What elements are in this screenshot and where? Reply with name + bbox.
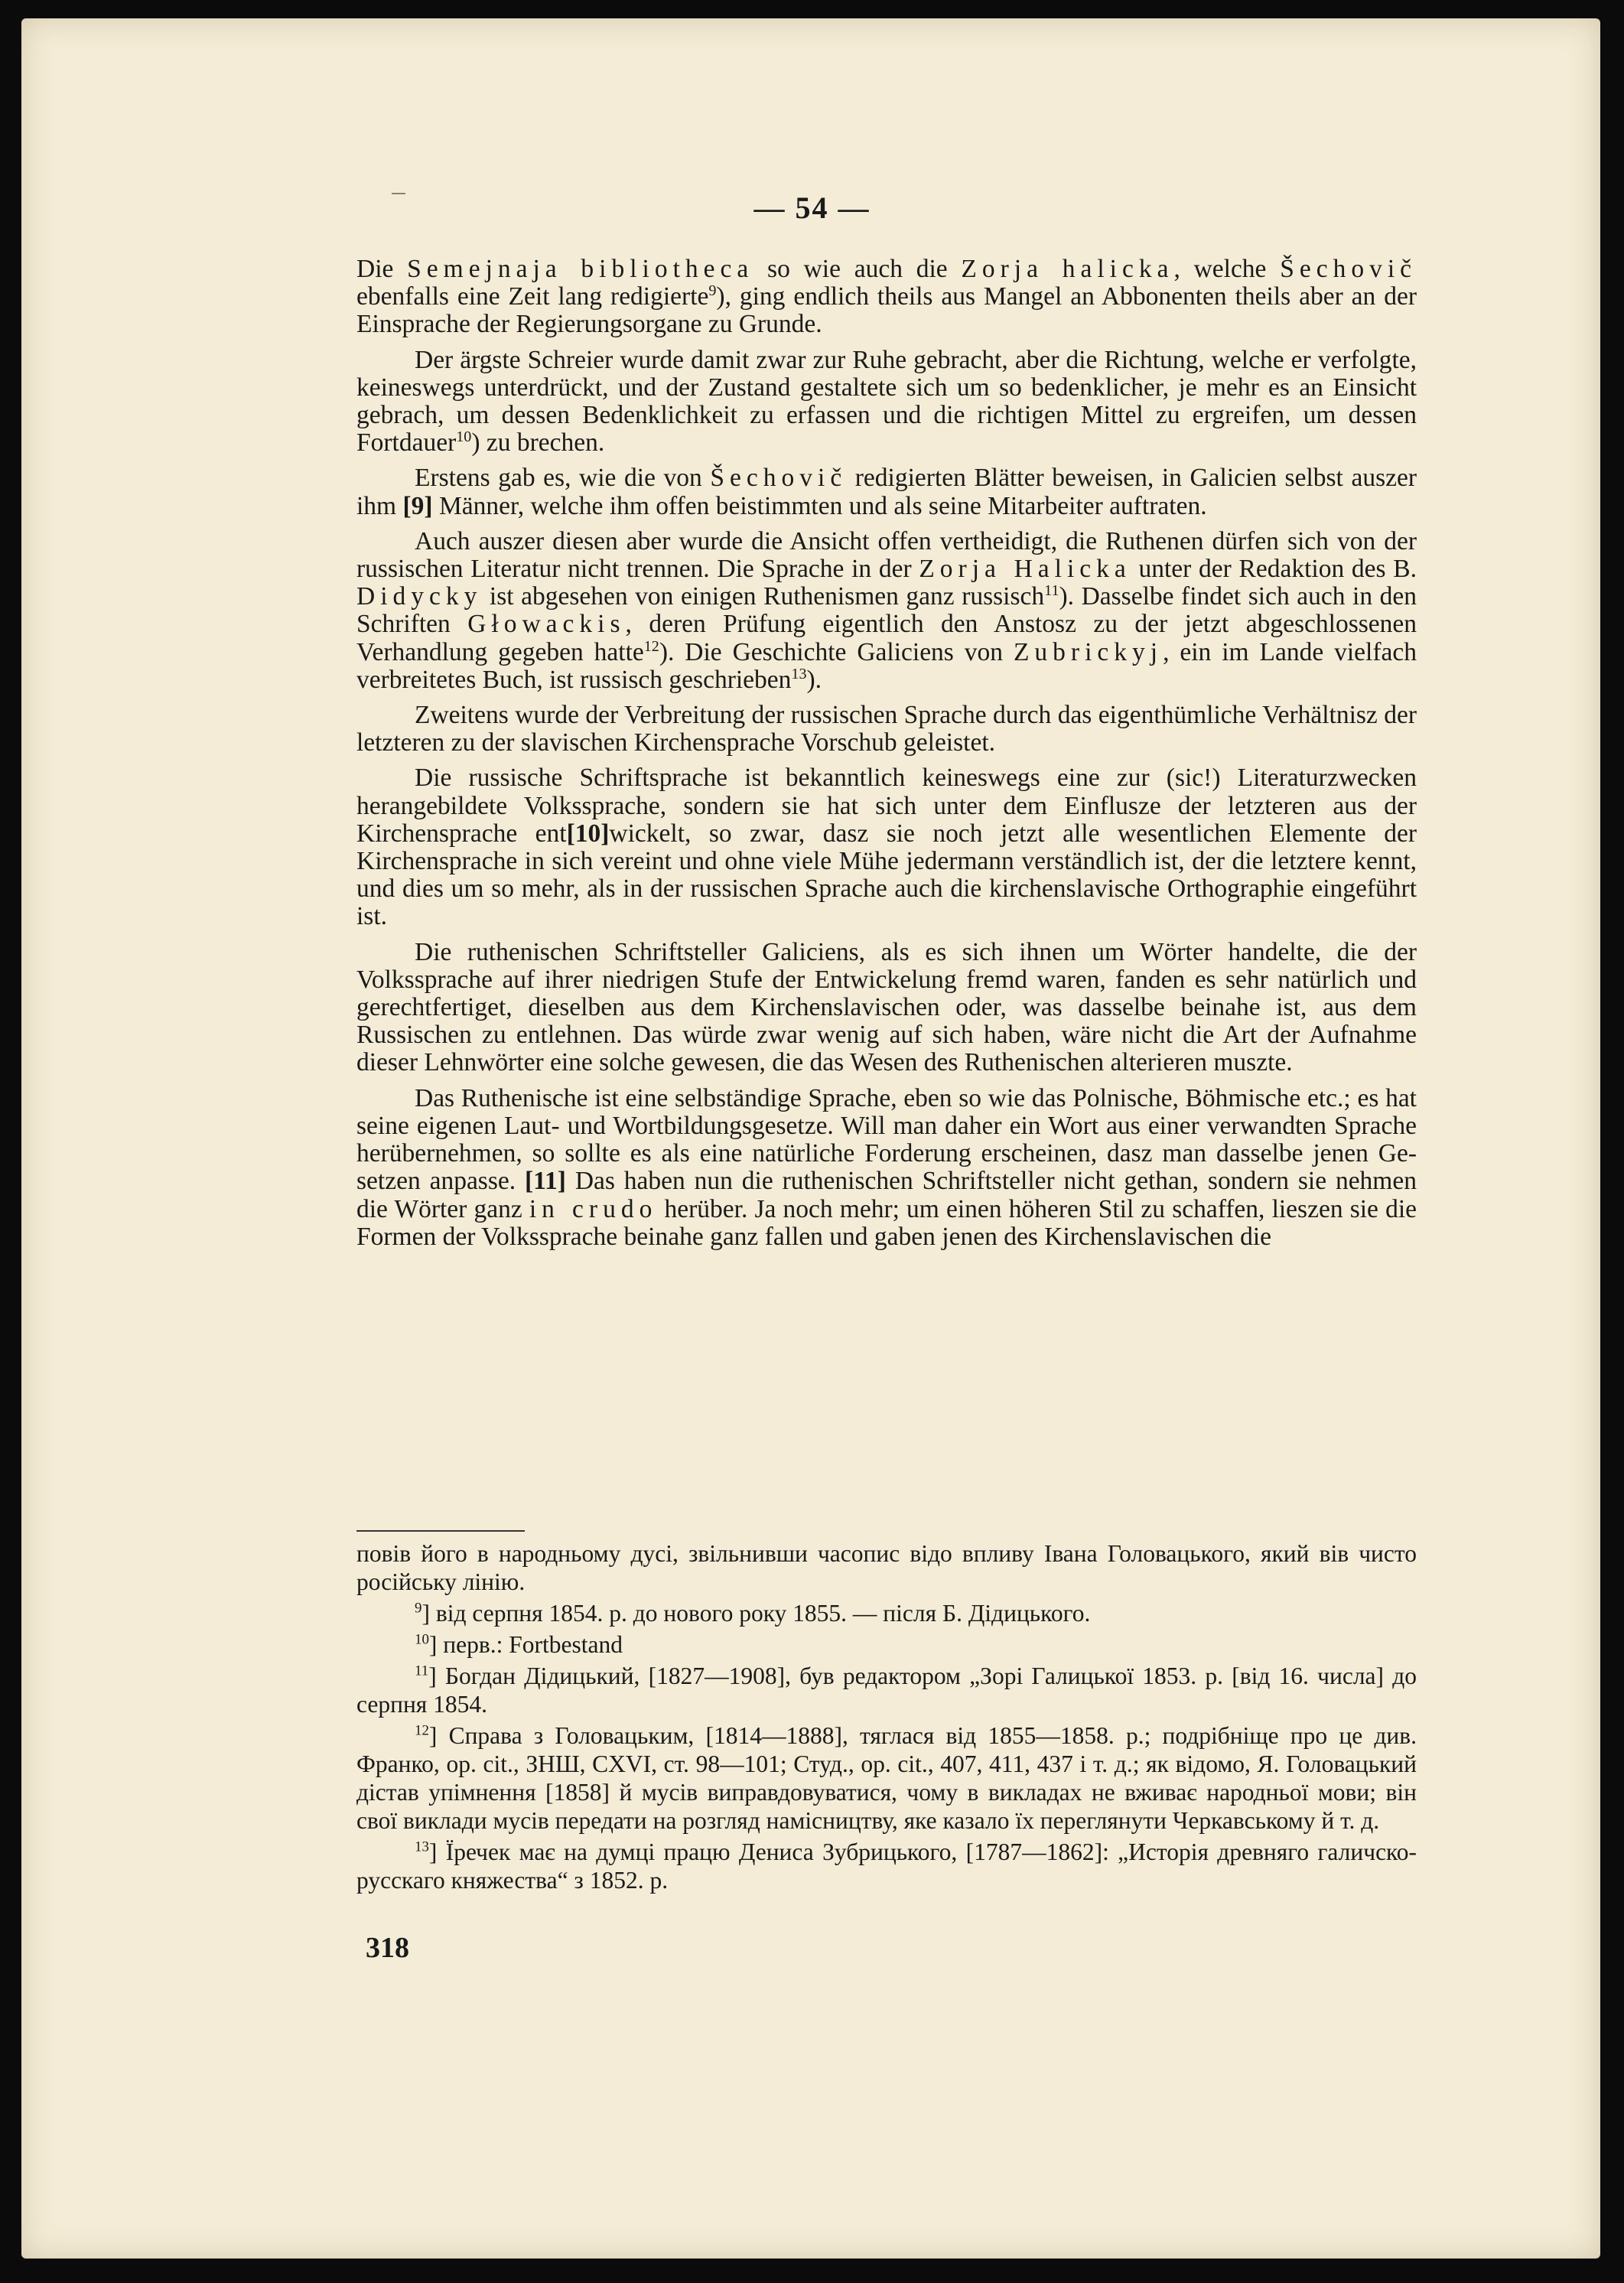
footnote-13: $^{13}$] Їречек має на думці працю Дениса Зубрицького, [1787—1862]: „Исторія древняго галичско-русскаго княжества“ з 1852. р. [356, 1838, 1417, 1894]
footnote-9: $^9$] від серпня 1854. р. до нового року 1855. — після Б. Дідицького. [415, 1600, 1091, 1627]
original-page-marker: [11] [525, 1167, 566, 1196]
paragraph-5: Zweitens wurde der Verbreitung der russischen Sprache durch das eigenthümliche Verhältnisz der letzteren zu der slavischen Kirchensprache Vorschub geleistet. [356, 701, 1417, 757]
spaced-name: Głowackis [467, 610, 626, 639]
footnote-ref: 13 [791, 665, 807, 682]
spaced-name: Zubrickyj [1013, 637, 1163, 666]
paragraph-6: Die russische Schriftsprache ist bekanntlich keineswegs eine zur (sic!) Literaturzwecken herangebildete Volkssprache, sondern sie hat sich unter dem Einflusze der letzteren aus der Kirchensprache ent[10]wickelt, so zwar, dasz sie noch jetzt alle wesentlichen Elemente der Kirchensprache in sich vereint und ohne viele Mühe jedermann verständlich ist, der die letztere kennt, und dies um so mehr, als in der russischen Sprache auch die kirchenslavische Orthographie eingeführt ist. [356, 764, 1417, 931]
spaced-name: Šechovič [710, 464, 848, 493]
paragraph-2: Der ärgste Schreier wurde damit zwar zur Ruhe gebracht, aber die Richtung, welche er verfolgte, keineswegs unterdrückt, und der Zustand gestaltete sich um so bedenklicher, je mehr es an Einsicht gebrach, um dessen Bedenklichkeit zu erfassen und die richtigen Mittel zu ergreifen, um dessen Fortdauer$^{10}$) zu brechen. [356, 345, 1417, 458]
footnote-11: $^{11}$] Богдан Дідицький, [1827—1908], був редактором „Зорі Галицької 1853. р. [від 16. числа] до серпня 1854. [356, 1663, 1417, 1718]
spaced-title: Semejnaja bibliotheca [407, 255, 754, 283]
page-number-footer: 318 [366, 1932, 409, 1964]
footnote-12: $^{12}$] Справа з Головацьким, [1814—1888], тяглася від 1855—1858. р.; подрібніще про це див. Франко, op. cit., ЗНШ, CXVI, ст. 98—101; Студ., op. cit., 407, 411, 437 і т. д.; як відомо, Я. Головацький дістав упімнення [1858] й мусів виправдовуватися, чому в викладах не вживає народньої мови; він свої виклади мусів передати на розгляд намісництву, яке казало їх переглянути Черкавському й т. д. [356, 1722, 1417, 1834]
footnotes [356, 1539, 1417, 1897]
main-text [356, 256, 1417, 1259]
footnote-continuation: повів його в народньому дусі, звільнивши часопис відо впливу Івана Головацького, який вів чисто російську лінію. [356, 1540, 1417, 1595]
original-page-marker: [10] [566, 819, 610, 848]
footnote-ref: 9 [708, 282, 717, 300]
spaced-title: Zorja halicka [961, 255, 1174, 283]
paragraph-3: Erstens gab es, wie die von Šechovič redigierten Blätter beweisen, in Galicien selbst auszer ihm [9] Männer, welche ihm offen beistimmten und als seine Mitarbeiter auftraten. [356, 464, 1417, 520]
footnote-ref: 12 [643, 637, 659, 655]
spaced-name: Didycky [356, 582, 483, 611]
paragraph-7: Die ruthenischen Schriftsteller Galiciens, als es sich ihnen um Wörter handelte, die der Volkssprache auf ihrer niedrigen Stufe der Entwickelung fremd waren, fanden es sehr natürlich und gerechtfertiget, dieselben aus dem Kirchenslavischen oder, was dasselbe beinahe ist, aus dem Russischen zu entlehnen. Das würde zwar wenig auf sich haben, wäre nicht die Art der Aufnahme dieser Lehnwörter eine solche gewesen, die das Wesen des Ruthenischen alterieren muszte. [356, 937, 1417, 1077]
spaced-name: Šechovič [1280, 255, 1417, 283]
spaced-phrase: in crudo [529, 1194, 658, 1223]
footnote-divider [356, 1530, 525, 1532]
paragraph-1: Die Semejnaja bibliotheca so wie auch die Zorja halicka, welche Šechovič ebenfalls eine Zeit lang redigierte$^9$), ging endlich theils aus Mangel an Abbonenten theils aber an der Einsprache der Regierungsorgane zu Grunde. [356, 255, 1417, 339]
paragraph-8: Das Ruthenische ist eine selbständige Sprache, eben so wie das Polnische, Böhmische etc.; es hat seine eigenen Laut- und Wortbildungsgesetze. Will man daher ein Wort aus einer verwandten Sprache herübernehmen, so sollte es als eine natürliche Forderung erscheinen, dasz man dasselbe jenen Gesetzen anpasse. [11] Das haben nun die ruthenischen Schriftsteller nicht gethan, sondern sie nehmen die Wörter ganz in crudo herüber. Ja noch mehr; um einen höheren Stil zu schaffen, lieszen sie die Formen der Volkssprache beinahe ganz fallen und gaben jenen des Kirchenslavischen die [356, 1083, 1417, 1251]
footnote-ref: 11 [1044, 582, 1059, 600]
page-number-header: — 54 — [753, 191, 871, 225]
footnote-10: $^{10}$] перв.: Fortbestand [415, 1631, 623, 1658]
original-page-marker: [9] [402, 491, 433, 520]
paragraph-4: Auch auszer diesen aber wurde die Ansicht offen vertheidigt, die Ruthenen dürfen sich von der russischen Literatur nicht trennen. Die Sprache in der Zorja Halicka unter der Redaktion des B. Didycky ist abgesehen von einigen Ruthenismen ganz russisch$^{11}$). Dasselbe findet sich auch in den Schriften Głowackis, deren Prüfung eigentlich den Anstosz zu der jetzt abgeschlossenen Verhandlung gegeben hatte$^{12}$). Die Geschichte Galiciens von Zubrickyj, ein im Lande vielfach verbreitetes Buch, ist russisch geschrieben$^{13}$). [356, 526, 1417, 694]
footnote-ref: 10 [456, 428, 472, 446]
spaced-title: Zorja Halicka [919, 555, 1131, 584]
